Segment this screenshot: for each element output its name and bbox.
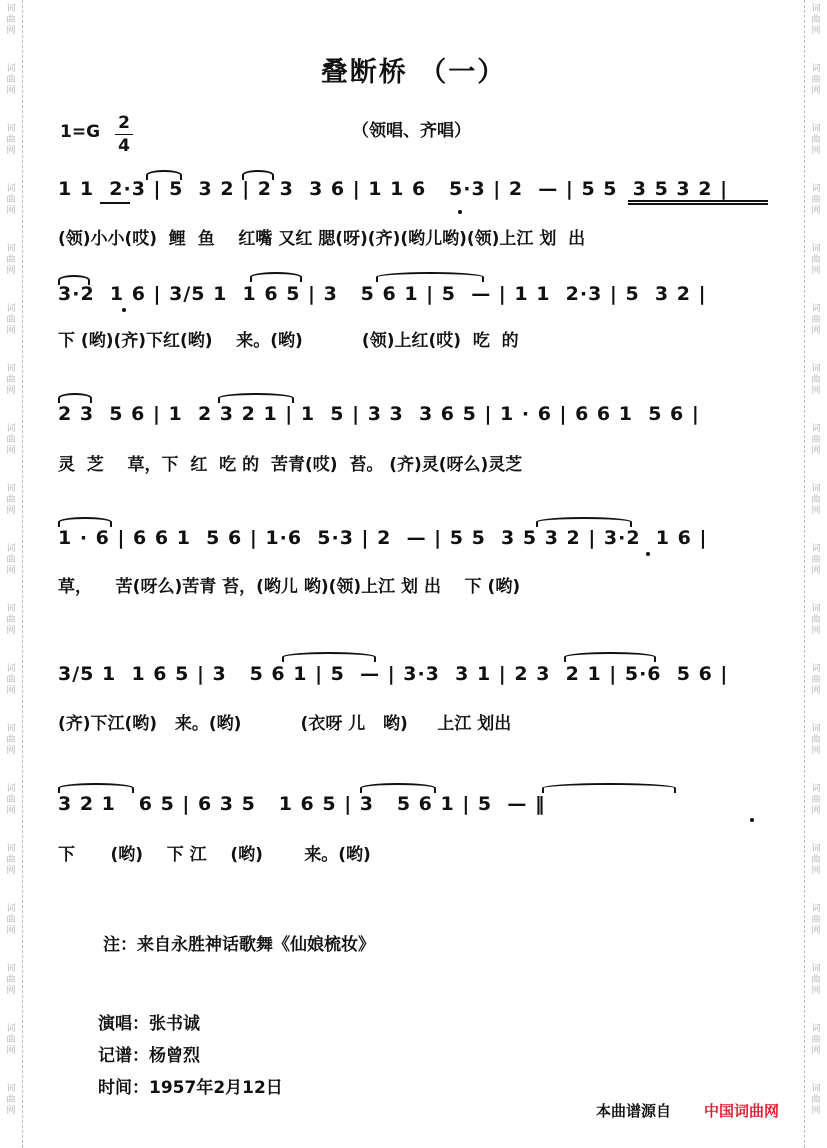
lyric-line-5: (齐)下江(哟) 来。(哟) (衣呀 儿 哟) 上江 划出 (58, 714, 512, 734)
slur (282, 652, 376, 662)
watermark-text: 词 曲 网 (6, 664, 16, 696)
slur (360, 783, 436, 793)
lyric-line-1: (领)小小(哎) 鲤 鱼 红嘴 又红 腮(呀)(齐)(哟儿哟)(领)上江 划 出 (58, 229, 586, 249)
watermark-text: 词 曲 网 (811, 964, 821, 996)
watermark-text: 词 曲 网 (811, 784, 821, 816)
watermark-text: 词 曲 网 (811, 544, 821, 576)
watermark-text: 词 曲 网 (811, 844, 821, 876)
watermark-text: 词 曲 网 (6, 64, 16, 96)
right-watermark-strip (804, 0, 827, 1148)
transcriber-credit: 记谱：杨曾烈 (98, 1046, 200, 1066)
watermark-text: 词 曲 网 (811, 904, 821, 936)
notation-line-4: 1 · 6 | 6 6 1 5 6 | 1·6 5·3 | 2 — | 5 5 3 5 3 2 | 3·2 1 6 | (58, 527, 708, 549)
performance-note: （领唱、齐唱） (352, 121, 471, 141)
slur (58, 275, 90, 285)
lyric-line-3: 灵 芝 草，下 红 吃 的 苦青(哎) 苔。 (齐)灵(呀么)灵芝 (58, 455, 523, 475)
octave-dot (750, 818, 754, 822)
footnote: 注：来自永胜神话歌舞《仙娘梳妆》 (103, 935, 375, 955)
watermark-text: 词 曲 网 (6, 844, 16, 876)
time-signature-bottom: 4 (118, 136, 130, 156)
beam (100, 202, 130, 204)
octave-dot (122, 308, 126, 312)
octave-dot (646, 552, 650, 556)
watermark-text: 词 曲 网 (811, 124, 821, 156)
watermark-text: 词 曲 网 (811, 244, 821, 276)
song-title: 叠断桥 （一） (320, 57, 507, 88)
source-brand-link[interactable]: 中国词曲网 (704, 1102, 780, 1120)
watermark-text: 词 曲 网 (6, 124, 16, 156)
notation-line-2: 3·2 1 6 | 3/5 1 1 6 5 | 3 5 6 1 | 5 — | 1 1 2·3 | 5 3 2 | (58, 283, 707, 305)
time-signature-top: 2 (118, 113, 130, 133)
source-label: 本曲谱源自 (596, 1102, 672, 1120)
left-watermark-strip (0, 0, 23, 1148)
lyric-line-2: 下 (哟)(齐)下红(哟) 来。(哟) (领)上红(哎) 吃 的 (58, 331, 519, 351)
slur (564, 652, 656, 662)
date-credit: 时间：1957年2月12日 (98, 1078, 283, 1098)
slur (536, 517, 632, 527)
slur (542, 783, 676, 793)
beam (628, 200, 768, 205)
score (58, 0, 780, 1148)
key-signature: 1=G (60, 122, 101, 142)
lyric-line-4: 草， 苦(呀么)苦青 苔，(哟儿 哟)(领)上江 划 出 下 (哟) (58, 577, 521, 597)
watermark-text: 词 曲 网 (6, 784, 16, 816)
watermark-text: 词 曲 网 (811, 64, 821, 96)
watermark-text: 词 曲 网 (6, 964, 16, 996)
lyric-line-6: 下 (哟) 下 江 (哟) 来。(哟) (58, 845, 371, 865)
watermark-text: 词 曲 网 (811, 1084, 821, 1116)
slur (376, 272, 484, 282)
singer-credit: 演唱：张书诚 (98, 1014, 200, 1034)
watermark-text: 词 曲 网 (6, 424, 16, 456)
slur (58, 393, 92, 403)
watermark-text: 词 曲 网 (811, 184, 821, 216)
watermark-text: 词 曲 网 (811, 304, 821, 336)
watermark-text: 词 曲 网 (6, 1084, 16, 1116)
watermark-text: 词 曲 网 (811, 724, 821, 756)
watermark-text: 词 曲 网 (6, 364, 16, 396)
slur (58, 517, 112, 527)
watermark-text: 词 曲 网 (6, 1024, 16, 1056)
notation-line-6: 3 2 1 6 5 | 6 3 5 1 6 5 | 3 5 6 1 | 5 — ‖ (58, 793, 546, 815)
notation-line-3: 2 3 5 6 | 1 2 3 2 1 | 1 5 | 3 3 3 6 5 | 1 · 6 | 6 6 1 5 6 | (58, 403, 700, 425)
watermark-text: 词 曲 网 (6, 244, 16, 276)
watermark-text: 词 曲 网 (6, 724, 16, 756)
watermark-text: 词 曲 网 (6, 604, 16, 636)
watermark-text: 词 曲 网 (811, 424, 821, 456)
notation-line-5: 3/5 1 1 6 5 | 3 5 6 1 | 5 — | 3·3 3 1 | 2 3 2 1 | 5·6 5 6 | (58, 663, 729, 685)
watermark-text: 词 曲 网 (811, 1024, 821, 1056)
watermark-text: 词 曲 网 (6, 184, 16, 216)
slur (58, 783, 134, 793)
watermark-text: 词 曲 网 (6, 304, 16, 336)
watermark-text: 词 曲 网 (811, 664, 821, 696)
watermark-text: 词 曲 网 (6, 904, 16, 936)
watermark-text: 词 曲 网 (811, 364, 821, 396)
watermark-text: 词 曲 网 (811, 604, 821, 636)
slur (218, 393, 294, 403)
watermark-text: 词 曲 网 (6, 544, 16, 576)
slur (250, 272, 302, 282)
watermark-text: 词 曲 网 (811, 4, 821, 36)
notation-line-1: 1 1 2·3 | 5 3 2 | 2 3 3 6 | 1 1 6 5·3 | 2 — | 5 5 3 5 3 2 | (58, 178, 729, 200)
watermark-text: 词 曲 网 (6, 4, 16, 36)
watermark-text: 词 曲 网 (811, 484, 821, 516)
octave-dot (458, 210, 462, 214)
slur (146, 170, 182, 180)
watermark-text: 词 曲 网 (6, 484, 16, 516)
slur (242, 170, 274, 180)
